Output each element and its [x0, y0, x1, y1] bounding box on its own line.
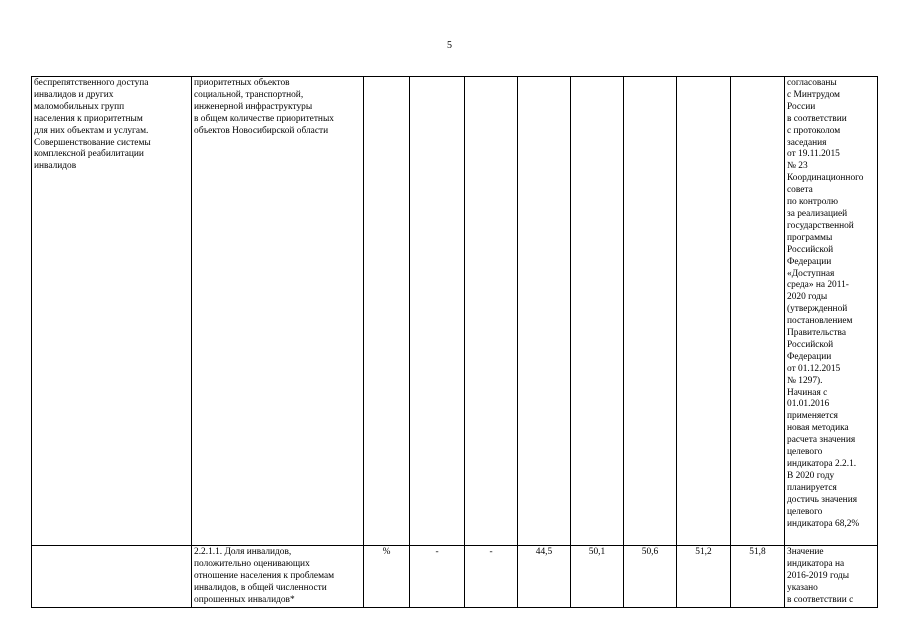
unit-cell: [364, 77, 410, 546]
page-number: 5: [447, 40, 452, 51]
indicator-cell: 2.2.1.1. Доля инвалидов, положительно оценивающих отношение населения к проблемам инвалидов, в общей численности опрошенных инвалидов*: [192, 546, 364, 608]
value-cell: 50,6: [624, 546, 677, 608]
value-cell: [518, 77, 571, 546]
note-cell: согласованы с Минтрудом России в соответствии с протоколом заседания от 19.11.2015 № 23 Координационного совета по контролю за реализацией государственной программы Российской Федерации «Доступная среда» на 2011- 2020 годы (утвержденной постановлением Правительства Российской Федерации от 01.12.2015 № 1297). Начиная с 01.01.2016 применяется новая методика расчета значения целевого индикатора 2.2.1. В 2020 году планируется достичь значения целевого индикатора 68,2%: [785, 77, 878, 546]
value-cell: [465, 77, 518, 546]
unit-cell: %: [364, 546, 410, 608]
value-cell: 50,1: [571, 546, 624, 608]
value-cell: [624, 77, 677, 546]
indicators-table: [31, 76, 878, 608]
value-cell: -: [410, 546, 465, 608]
value-cell: [410, 77, 465, 546]
table-row: [32, 77, 878, 546]
note-cell: Значение индикатора на 2016-2019 годы указано в соответствии с: [785, 546, 878, 608]
task-cell: беспрепятственного доступа инвалидов и других маломобильных групп населения к приоритетным для них объектам и услугам. Совершенствование системы комплексной реабилитации инвалидов: [32, 77, 192, 546]
table-row: [32, 546, 878, 608]
value-cell: [677, 77, 731, 546]
value-cell: 51,8: [731, 546, 785, 608]
task-cell: [32, 546, 192, 608]
indicator-cell: приоритетных объектов социальной, транспортной, инженерной инфраструктуры в общем количестве приоритетных объектов Новосибирской области: [192, 77, 364, 546]
value-cell: 44,5: [518, 546, 571, 608]
value-cell: [571, 77, 624, 546]
value-cell: -: [465, 546, 518, 608]
value-cell: 51,2: [677, 546, 731, 608]
value-cell: [731, 77, 785, 546]
